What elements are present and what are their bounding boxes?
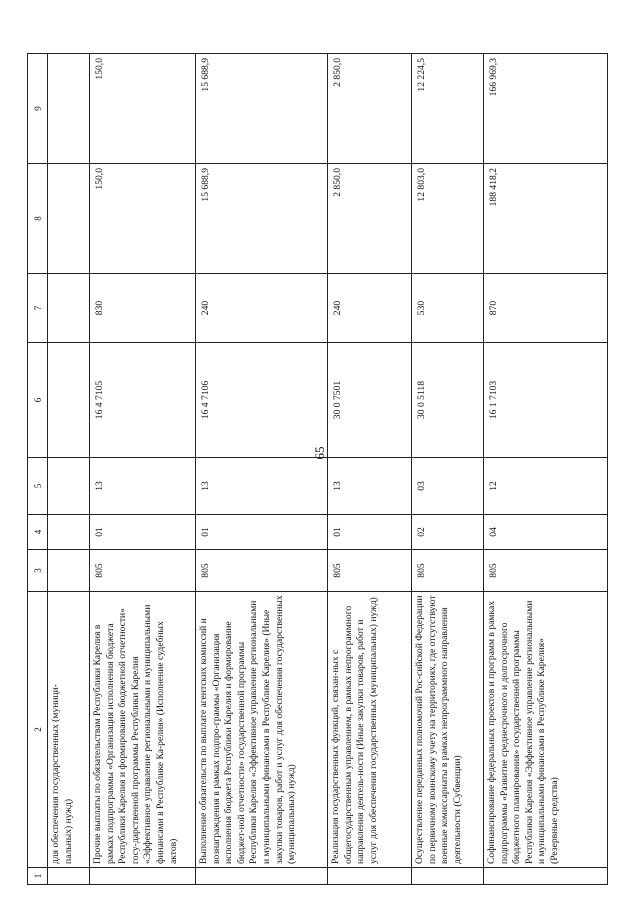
cell-amount-executed: 15 688,9: [196, 54, 327, 164]
cell-subsection: 13: [196, 458, 327, 515]
cell-expense-type: 870: [484, 274, 607, 343]
cell-expense-type: 240: [328, 274, 411, 343]
cell-description: Реализация государственных функций, связан-ных с общегосударственным управлением, в рамках непрограммного направления деятель-ности (Иные закупки товаров, работ и услуг для обеспечения государственных (муниципальных) нужд): [328, 592, 411, 868]
table-row: [484, 54, 607, 884]
cell-col-1: [196, 868, 327, 884]
cell-target-article: 16 4 7106: [196, 343, 327, 458]
header-col-6: 6: [28, 343, 48, 458]
cell-admin-code: 805: [412, 550, 483, 592]
header-col-1: 1: [33, 873, 43, 879]
cell-section: 02: [412, 515, 483, 550]
cell-target-article: 30 0 7501: [328, 343, 411, 458]
cell-amount-executed: 150,0: [90, 54, 195, 164]
cell-amount-executed: 2 850,0: [328, 54, 411, 164]
cell-col-3: [48, 550, 89, 592]
cell-admin-code: 805: [196, 550, 327, 592]
cell-description: для обеспечения государственных (муници- пальных) нужд): [48, 592, 89, 868]
cell-col-1: [90, 868, 195, 884]
header-col-7: 7: [28, 274, 48, 343]
cell-expense-type: 240: [196, 274, 327, 343]
table-row-continuation: [48, 54, 90, 884]
cell-target-article: 16 4 7105: [90, 343, 195, 458]
cell-amount-executed: 166 969,3: [484, 54, 607, 164]
cell-amount-planned: 150,0: [90, 164, 195, 274]
cell-target-article: 30 0 5118: [412, 343, 483, 458]
cell-description: Прочие выплаты по обязательствам Республики Карелия в рамках подпрограммы «Организация исполнения бюджета Республики Карелия и формирование бюджетной отчетности» госу-дарственной программы Республики Карелия «Эффективное управление региональными и муниципальными финансами в Республике Ка-релия» (Исполнение судебных актов): [90, 592, 195, 868]
cell-col-8: [48, 164, 89, 274]
table-row: [196, 54, 328, 884]
cell-col-1: [328, 868, 411, 884]
cell-admin-code: 805: [328, 550, 411, 592]
header-col-4: 4: [28, 515, 48, 550]
cell-subsection: 13: [90, 458, 195, 515]
cell-expense-type: 830: [90, 274, 195, 343]
header-col-2: 2: [28, 592, 48, 868]
cell-col-1: [412, 868, 483, 884]
cell-description: Выполнение обязательств по выплате агентских комиссий и вознаграждения в рамках подпро-граммы «Организация исполнения бюджета Республики Карелия и формирование бюджет-ной отчетности» государственной программы Республики Карелия «Эффективное управление региональными и муниципальными финансами в Республике Карелия» (Иные закупки товаров, работ и услуг для обеспечения государственных (муниципальных) нужд): [196, 592, 327, 868]
cell-subsection: 13: [328, 458, 411, 515]
header-col-9: 9: [28, 54, 48, 164]
header-col-3: 3: [28, 550, 48, 592]
table-header: [28, 54, 48, 884]
cell-col-6: [48, 343, 89, 458]
cell-section: 01: [90, 515, 195, 550]
header-col-8: 8: [28, 164, 48, 274]
cell-amount-planned: 2 850,0: [328, 164, 411, 274]
cell-section: 04: [484, 515, 607, 550]
table-row: [328, 54, 412, 884]
cell-col-5: [48, 458, 89, 515]
cell-amount-planned: 12 803,0: [412, 164, 483, 274]
cell-admin-code: 805: [484, 550, 607, 592]
cell-admin-code: 805: [90, 550, 195, 592]
cell-description: Осуществление переданных полномочий Рос-сийской Федерации по первичному воинскому учету на территориях, где отсутствуют военные комиссариаты в рамках непрограммного направления деятельности (Субвенции): [412, 592, 483, 868]
page-number: 65: [312, 446, 327, 460]
cell-amount-planned: 188 418,2: [484, 164, 607, 274]
cell-subsection: 03: [412, 458, 483, 515]
cell-target-article: 16 1 7103: [484, 343, 607, 458]
cell-col-1: [48, 868, 89, 884]
cell-col-9: [48, 54, 89, 164]
cell-expense-type: 530: [412, 274, 483, 343]
cell-col-1: [484, 868, 607, 884]
table-row: [90, 54, 196, 884]
cell-amount-planned: 15 688,9: [196, 164, 327, 274]
cell-subsection: 12: [484, 458, 607, 515]
cell-col-4: [48, 515, 89, 550]
header-col-5: 5: [28, 458, 48, 515]
cell-col-7: [48, 274, 89, 343]
cell-section: 01: [196, 515, 327, 550]
cell-description: Софинансирование федеральных проектов и программ в рамках подпрограммы «Развитие среднесрочного и долгосрочного бюджетного планирования» государственной программы Республики Карелия «Эффективное управление региональными и муниципальными финансами в Республике Карелия» (Резервные средства): [484, 592, 607, 868]
cell-section: 01: [328, 515, 411, 550]
budget-table: [27, 53, 608, 885]
table-row: [412, 54, 484, 884]
cell-amount-executed: 12 224,5: [412, 54, 483, 164]
